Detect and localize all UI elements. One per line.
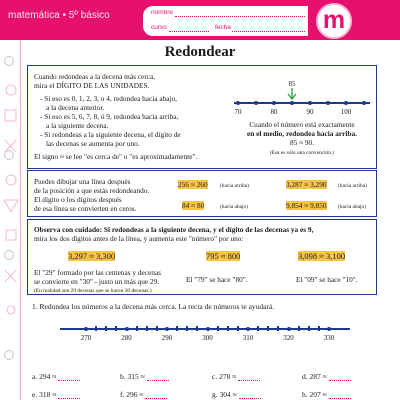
- number-line-label: 280: [121, 334, 132, 342]
- careful-note-2: El "79" se hace "80".: [186, 275, 248, 284]
- number-line-minor-tick: [227, 326, 229, 331]
- exercise-item-h: h. 207 ≈: [302, 390, 351, 399]
- rule-bullet-3a: - Si redondeas a la siguiente decena, el dígito de: [40, 130, 181, 139]
- marker-label: 85: [288, 80, 296, 88]
- logo: [316, 3, 352, 39]
- number-line-minor-tick: [156, 326, 158, 331]
- number-line-minor-tick: [267, 326, 269, 331]
- number-line-tick: [236, 101, 240, 105]
- example-84: 84 ≈ 80: [182, 201, 205, 210]
- number-line-minor-tick: [257, 326, 259, 331]
- curso-label: curso: [151, 24, 167, 31]
- answer-field[interactable]: [147, 374, 169, 381]
- student-form: [143, 6, 308, 36]
- rule-bullet-2a: - Si eso es 5, 6, 7, 8, ó 9, redondea hacia arriba,: [40, 112, 179, 121]
- subject-label: matemática • 5º básico: [8, 10, 110, 21]
- careful-note-1a: El "29" formado por las centenas y decenas: [34, 268, 161, 277]
- header-band: [0, 0, 400, 40]
- example-3287-note: (hacia arriba): [338, 183, 367, 189]
- drawline-text-3: El dígito o los dígitos después: [34, 195, 122, 204]
- answer-field[interactable]: [329, 392, 351, 399]
- number-line-tick: [272, 101, 276, 105]
- exact-middle-3: 85 ≈ 90.: [289, 138, 315, 147]
- curso-field[interactable]: [169, 31, 209, 32]
- rule-bullet-2b: a la siguiente decena.: [46, 121, 109, 130]
- number-line-minor-tick: [115, 326, 117, 331]
- rule-intro-1: Cuando redondeas a la decena más cerca,: [34, 72, 155, 81]
- careful-intro-1: Observa con cuidado: Si redondeas a la siguiente decena, y el dígito de las decenas ya es 9,: [34, 225, 314, 234]
- number-line-minor-tick: [186, 326, 188, 331]
- example-84-note: (hacia abajo): [220, 204, 248, 210]
- number-line-minor-tick: [237, 326, 239, 331]
- marker-arrow: [287, 88, 297, 102]
- logo-letter: m: [322, 6, 346, 34]
- example-3287: 3,287 ≈ 3,290: [286, 180, 327, 189]
- number-line-minor-tick: [277, 326, 279, 331]
- number-line-tick: [308, 101, 312, 105]
- answer-field[interactable]: [58, 392, 80, 399]
- careful-note-1c: (En realidad son 29 decenas que se hacen 30 decenas.): [34, 288, 152, 294]
- number-line-minor-tick: [217, 326, 219, 331]
- exercise-item-g: g. 304 ≈: [212, 390, 261, 399]
- number-line-label: 310: [242, 334, 254, 342]
- number-line-label: 290: [161, 334, 173, 342]
- number-line-tick: [125, 327, 129, 331]
- exercise-item-f: f. 296 ≈: [120, 390, 167, 399]
- careful-note-3: El "09" se hace "10".: [296, 275, 358, 284]
- answer-field[interactable]: [238, 374, 260, 381]
- number-line-minor-tick: [196, 326, 198, 331]
- convention-note: (Esa es sólo una convención.): [269, 150, 335, 156]
- number-line-minor-tick: [95, 326, 97, 331]
- drawline-text-4: de esa línea se convierten en ceros.: [34, 204, 137, 213]
- number-line-tick: [165, 327, 169, 331]
- draw-line-box: [27, 170, 377, 217]
- number-line-tick: [287, 327, 291, 331]
- careful-box: [27, 219, 377, 295]
- answer-field[interactable]: [329, 374, 351, 381]
- exercise-item-e: e. 318 ≈: [32, 390, 80, 399]
- number-line-label: 70: [234, 108, 242, 116]
- number-line-tick: [206, 327, 210, 331]
- example-256: 256 ≈ 260: [178, 180, 208, 189]
- number-line-tick: [84, 327, 88, 331]
- rule-bullet-1b: a la decena anterior.: [46, 103, 105, 112]
- number-line-label: 80: [270, 108, 278, 116]
- example-9854: 9,854 ≈ 9,850: [286, 201, 327, 210]
- fecha-field[interactable]: [232, 31, 305, 32]
- approx-sign-note: El signo ≈ se lee "es cerca de" o "es aproximadamente".: [34, 152, 198, 161]
- rule-box: [27, 65, 377, 169]
- number-line-minor-tick: [318, 326, 320, 331]
- page-title: Redondear: [164, 44, 236, 60]
- number-line-minor-tick: [176, 326, 178, 331]
- answer-field[interactable]: [239, 392, 261, 399]
- rule-bullet-3b: las decenas se aumenta por uno.: [46, 139, 140, 148]
- answer-field[interactable]: [58, 374, 80, 381]
- careful-example-1: 3,297 ≈ 3,300: [68, 251, 116, 261]
- fecha-label: fecha: [215, 24, 231, 31]
- number-line-label: 100: [340, 108, 352, 116]
- number-line-minor-tick: [146, 326, 148, 331]
- number-line-tick: [362, 101, 366, 105]
- careful-example-2: 795 ≈ 800: [206, 251, 241, 261]
- number-line-label: 270: [80, 334, 92, 342]
- exercise-item-d: d. 287 ≈: [302, 372, 351, 381]
- example-9854-note: (hacia abajo): [338, 204, 366, 210]
- careful-example-3: 3,098 ≈ 3,100: [298, 251, 346, 261]
- careful-intro-2: mira los dos dígitos antes de la línea, y aumenta este "número" por uno:: [34, 234, 244, 243]
- number-line-tick: [254, 101, 258, 105]
- number-line-minor-tick: [298, 326, 300, 331]
- number-line-tick: [327, 327, 331, 331]
- number-line-label: 330: [323, 334, 335, 342]
- number-line-label: 320: [283, 334, 294, 342]
- exercise-item-a: a. 294 ≈: [32, 372, 80, 381]
- careful-note-1b: se convierte en "30" - justo un más que 29.: [34, 277, 160, 286]
- number-line-tick: [326, 101, 330, 105]
- number-line-minor-tick: [308, 326, 310, 331]
- hole: [4, 350, 14, 360]
- rule-bullet-1a: - Si eso es 0, 1, 2, 3, o 4, redondea hacia abajo,: [40, 94, 177, 103]
- answer-field[interactable]: [145, 392, 167, 399]
- exercise-item-c: c. 278 ≈: [212, 372, 260, 381]
- rule-intro-2: mira el DÍGITO DE LAS UNIDADES.: [34, 81, 150, 90]
- exact-middle-2: en el medio, redondea hacia arriba.: [247, 129, 357, 138]
- example-256-note: (hacia arriba): [220, 183, 249, 189]
- number-line-tick: [246, 327, 250, 331]
- nombre-label: nombre: [151, 9, 174, 16]
- exercise-prompt: 1. Redondea los números a la decena más cerca. La recta de números te ayudará.: [32, 302, 275, 311]
- exercise-item-b: b. 315 ≈: [120, 372, 169, 381]
- number-line-label: 300: [202, 334, 213, 342]
- exact-middle-1: Cuando el número está exactamente: [249, 120, 355, 129]
- margin-decoration: [0, 40, 22, 340]
- number-line-minor-tick: [136, 326, 138, 331]
- number-line-minor-tick: [105, 326, 107, 331]
- number-line-tick: [344, 101, 348, 105]
- drawline-text-1: Puedes dibujar una línea después: [34, 177, 131, 186]
- nombre-field[interactable]: [175, 16, 305, 17]
- number-line-label: 90: [306, 108, 314, 116]
- drawline-text-2: de la posición a que estás redondeando.: [34, 186, 150, 195]
